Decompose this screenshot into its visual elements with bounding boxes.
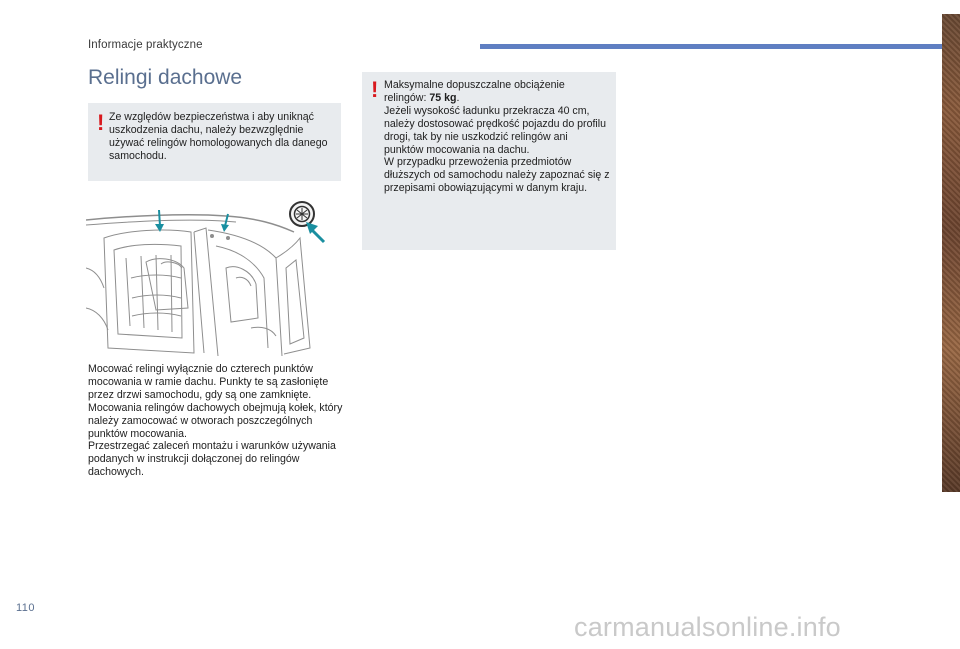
load-text-intro: Maksymalne dopuszczalne obciążenie relingów: xyxy=(384,79,565,104)
section-header: Informacje praktyczne xyxy=(88,39,203,51)
page-number: 110 xyxy=(16,602,36,614)
page-title: Relingi dachowe xyxy=(88,66,243,89)
header-accent-bar xyxy=(480,44,942,49)
mounting-point-detail xyxy=(290,202,314,226)
watermark: carmanualsonline.info xyxy=(574,612,841,642)
warning-box-safety xyxy=(88,103,341,181)
height-text: Jeżeli wysokość ładunku przekracza 40 cm, należy dostosować prędkość pojazdu do profilu drogi, tak by nie uszkodzić relingów ani punktów mocowania na dachu. xyxy=(384,104,607,156)
exclamation-warning-icon: ! xyxy=(371,77,379,102)
warning-text-load xyxy=(384,79,610,195)
car-interior-illustration xyxy=(86,198,340,356)
exclamation-warning-icon: ! xyxy=(97,110,105,135)
body-paragraph-3: Przestrzegać zaleceń montażu i warunków używania podanych w instrukcji dołączonej do relingów dachowych. xyxy=(88,440,336,479)
body-paragraph-2: Mocowania relingów dachowych obejmują kołek, który należy zamocować w otworach poszczególnych punktów mocowania. xyxy=(88,401,343,440)
body-paragraph-1: Mocować relingi wyłącznie do czterech punktów mocowania w ramie dachu. Punkty te są zasłonięte przez drzwi samochodu, gdy są one zamknięte. xyxy=(88,363,329,401)
warning-box-load xyxy=(362,72,616,250)
long-objects-text: W przypadku przewożenia przedmiotów dłuższych od samochodu należy zapoznać się z przepisami obowiązującymi w danym kraju. xyxy=(384,156,610,195)
side-photo-strip xyxy=(942,14,960,492)
load-value: 75 kg xyxy=(429,91,457,104)
warning-text-safety: Ze względów bezpieczeństwa i aby uniknąć uszkodzenia dachu, należy bezwzględnie używać relingów homologowanych dla danego samochodu. xyxy=(109,111,328,162)
load-text-period: . xyxy=(456,91,460,104)
body-text xyxy=(88,363,346,479)
